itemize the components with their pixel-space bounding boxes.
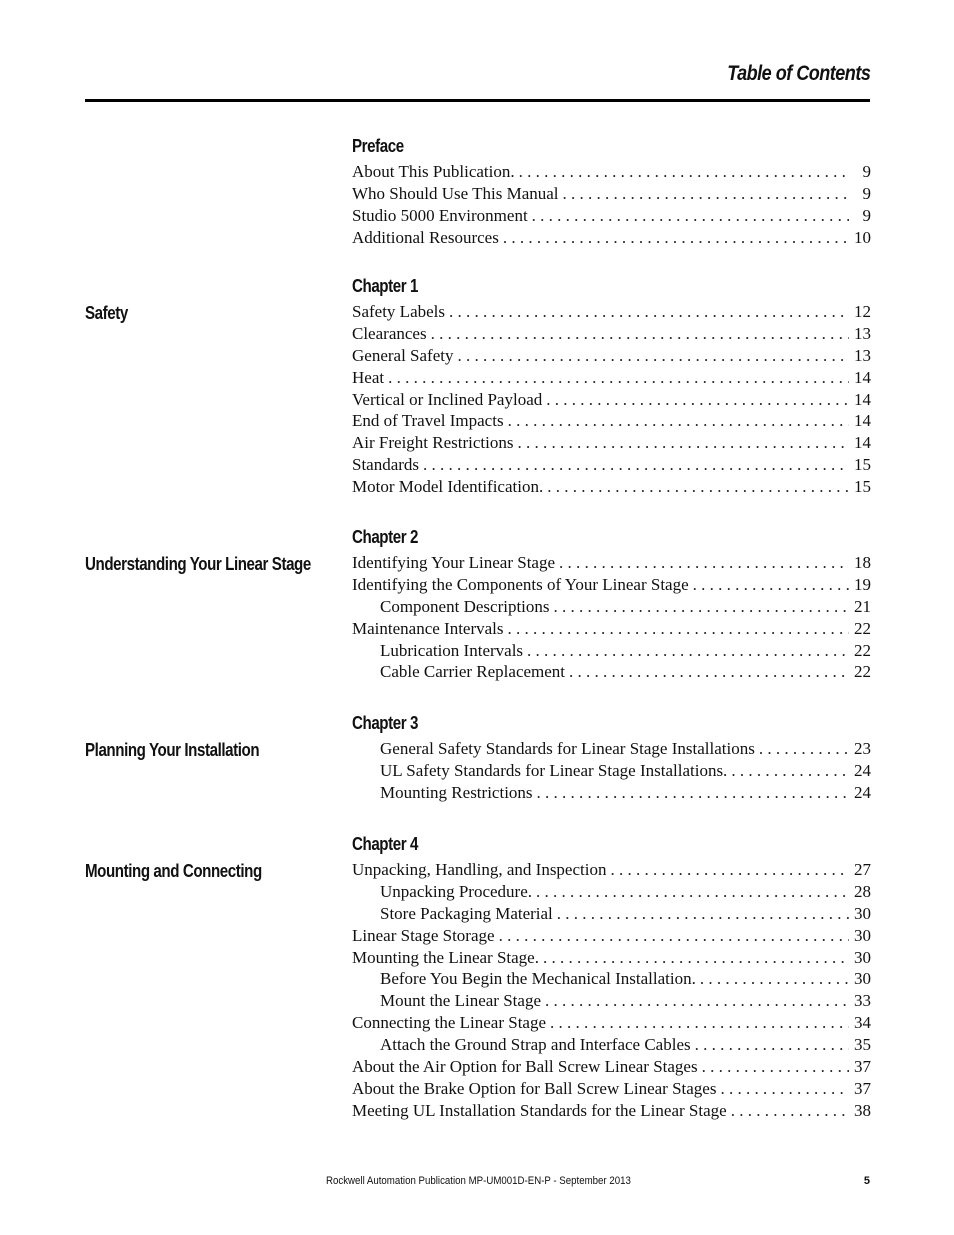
toc-entry-list [352,552,871,683]
toc-page-number: 34 [854,1013,871,1033]
dot-leader [700,968,849,990]
toc-entry[interactable] [352,367,871,389]
toc-entry-title: General Safety Standards for Linear Stage Installations [380,739,755,758]
toc-page-number: 22 [854,618,871,638]
toc-page-number: 30 [854,969,871,989]
header-rule [85,99,870,102]
toc-subentry[interactable] [352,760,871,782]
toc-page-number: 12 [854,302,871,321]
toc-entry[interactable] [352,947,871,969]
toc-entry-title: Linear Stage Storage [352,925,495,945]
toc-entry[interactable] [352,345,871,367]
toc-page-number: 37 [854,1057,871,1077]
toc-entry-title: Vertical or Inclined Payload [352,389,543,409]
toc-page-number: 9 [862,205,871,225]
toc-subentry[interactable] [352,990,871,1012]
chapter-title: Understanding Your Linear Stage [85,554,311,574]
toc-entry-title: Maintenance Intervals [352,618,504,638]
toc-entry-list [352,859,871,1122]
dot-leader [431,323,849,345]
toc-entry-title: Before You Begin the Mechanical Installation. [380,969,696,989]
toc-subentry[interactable] [352,640,871,662]
dot-leader [557,903,849,925]
toc-page-number: 9 [862,162,871,181]
chapter-label: Chapter 4 [352,834,418,854]
chapter-title: Planning Your Installation [85,740,260,760]
toc-subentry[interactable] [352,968,871,990]
chapter-label: Preface [352,136,404,156]
dot-leader [543,947,849,969]
dot-leader [503,227,849,249]
toc-page-number: 38 [854,1100,871,1120]
toc-page-number: 23 [854,739,871,758]
toc-entry[interactable] [352,389,871,411]
toc-entry-title: Standards [352,455,420,475]
toc-entry[interactable] [352,476,871,498]
toc-page-number: 37 [854,1078,871,1098]
toc-entry[interactable] [352,410,871,432]
toc-entry[interactable] [352,859,871,881]
toc-subentry[interactable] [352,661,871,683]
footer-page-number: 5 [863,1175,870,1187]
toc-page-number: 15 [854,477,871,497]
dot-leader [532,205,849,227]
toc-entry-title: Motor Model Identification. [352,477,544,497]
dot-leader [536,881,849,903]
toc-page-number: 18 [854,553,871,572]
dot-leader [388,367,849,389]
toc-entry[interactable] [352,323,871,345]
toc-entry-title: About the Air Option for Ball Screw Linear Stages [352,1057,698,1077]
toc-entry-title: Studio 5000 Environment [352,205,528,225]
toc-page-number: 22 [854,662,871,682]
toc-page-number: 13 [854,345,871,365]
toc-page-number: 14 [854,367,871,387]
toc-page-number: 14 [854,433,871,453]
toc-entry[interactable] [352,1100,871,1122]
toc-entry-title: Identifying Your Linear Stage [352,553,556,572]
toc-subentry[interactable] [352,903,871,925]
toc-entry[interactable] [352,227,871,249]
toc-subentry[interactable] [352,881,871,903]
toc-entry-title: Mounting the Linear Stage. [352,947,539,967]
toc-entry-title: Unpacking Procedure. [380,881,533,901]
dot-leader [563,183,849,205]
dot-leader [457,345,849,367]
toc-entry-title: Mounting Restrictions [380,782,533,802]
toc-entry-title: UL Safety Standards for Linear Stage Installations. [380,760,728,780]
dot-leader [537,782,849,804]
toc-entry-title: About This Publication. [352,162,515,181]
toc-subentry[interactable] [352,782,871,804]
toc-page-number: 14 [854,389,871,409]
dot-leader [527,640,849,662]
dot-leader [554,596,849,618]
toc-entry-title: Identifying the Components of Your Linear Stage [352,574,689,594]
toc-entry[interactable] [352,432,871,454]
toc-page-number: 10 [854,227,871,247]
dot-leader [499,925,849,947]
toc-page-number: 13 [854,323,871,343]
toc-entry[interactable] [352,618,871,640]
dot-leader [423,454,849,476]
toc-entry-title: Lubrication Intervals [380,640,524,660]
chapter-label: Chapter 2 [352,527,418,547]
toc-entry-title: Cable Carrier Replacement [380,662,566,682]
dot-leader [550,1012,849,1034]
toc-page-number: 19 [854,574,871,594]
dot-leader [517,432,849,454]
toc-entry[interactable] [352,1056,871,1078]
dot-leader [547,476,849,498]
dot-leader [545,990,849,1012]
dot-leader [519,161,849,183]
toc-page-number: 9 [862,183,871,203]
chapter-title: Mounting and Connecting [85,861,262,881]
toc-page-number: 30 [854,903,871,923]
chapter-label: Chapter 3 [352,713,418,733]
toc-entry-title: Store Packaging Material [380,903,553,923]
toc-entry-title: General Safety [352,345,454,365]
dot-leader [569,661,849,683]
toc-entry[interactable] [352,301,871,323]
toc-page-number: 22 [854,640,871,660]
toc-entry-title: Heat [352,367,385,387]
footer-publication: Rockwell Automation Publication MP-UM001D-EN-P - September 2013 [326,1175,631,1187]
toc-entry-title: About the Brake Option for Ball Screw Linear Stages [352,1078,717,1098]
toc-entry-title: End of Travel Impacts [352,411,504,431]
dot-leader [610,859,849,881]
toc-page-number: 24 [854,760,871,780]
chapter-title: Safety [85,303,128,323]
toc-entry[interactable] [352,183,871,205]
toc-entry-title: Mount the Linear Stage [380,991,541,1011]
chapter-label: Chapter 1 [352,276,418,296]
dot-leader [702,1056,849,1078]
toc-entry-title: Attach the Ground Strap and Interface Cables [380,1035,691,1055]
toc-entry-title: Connecting the Linear Stage [352,1013,547,1033]
toc-entry-title: Meeting UL Installation Standards for the Linear Stage [352,1100,727,1120]
toc-entry[interactable] [352,1078,871,1100]
toc-entry-list [352,301,871,498]
page-title: Table of Contents [726,62,870,85]
toc-subentry[interactable] [352,596,871,618]
toc-entry-title: Additional Resources [352,227,499,247]
toc-page-number: 21 [854,596,871,616]
dot-leader [559,552,849,574]
dot-leader [508,618,849,640]
toc-entry-title: Clearances [352,323,427,343]
toc-entry-title: Unpacking, Handling, and Inspection [352,860,607,879]
toc-entry[interactable] [352,205,871,227]
toc-page-number: 15 [854,455,871,475]
dot-leader [546,389,849,411]
toc-entry-title: Safety Labels [352,302,445,321]
toc-page-number: 27 [854,860,871,879]
toc-entry-title: Component Descriptions [380,596,550,616]
dot-leader [508,410,849,432]
toc-page-number: 14 [854,411,871,431]
toc-entry-list [352,161,871,249]
toc-entry[interactable] [352,1012,871,1034]
toc-page-number: 30 [854,925,871,945]
toc-subentry[interactable] [352,1034,871,1056]
toc-subentry[interactable] [352,738,871,760]
toc-page-number: 33 [854,991,871,1011]
toc-entry-list [352,738,871,804]
toc-entry-title: Who Should Use This Manual [352,183,559,203]
dot-leader [731,1100,849,1122]
toc-page-number: 24 [854,782,871,802]
dot-leader [720,1078,849,1100]
toc-page-number: 30 [854,947,871,967]
toc-entry[interactable] [352,161,871,183]
dot-leader [759,738,849,760]
dot-leader [449,301,849,323]
toc-entry[interactable] [352,454,871,476]
toc-entry[interactable] [352,574,871,596]
dot-leader [731,760,849,782]
dot-leader [693,574,849,596]
toc-entry[interactable] [352,552,871,574]
toc-page-number: 35 [854,1035,871,1055]
toc-entry[interactable] [352,925,871,947]
toc-entry-title: Air Freight Restrictions [352,433,514,453]
toc-page-number: 28 [854,881,871,901]
dot-leader [695,1034,849,1056]
